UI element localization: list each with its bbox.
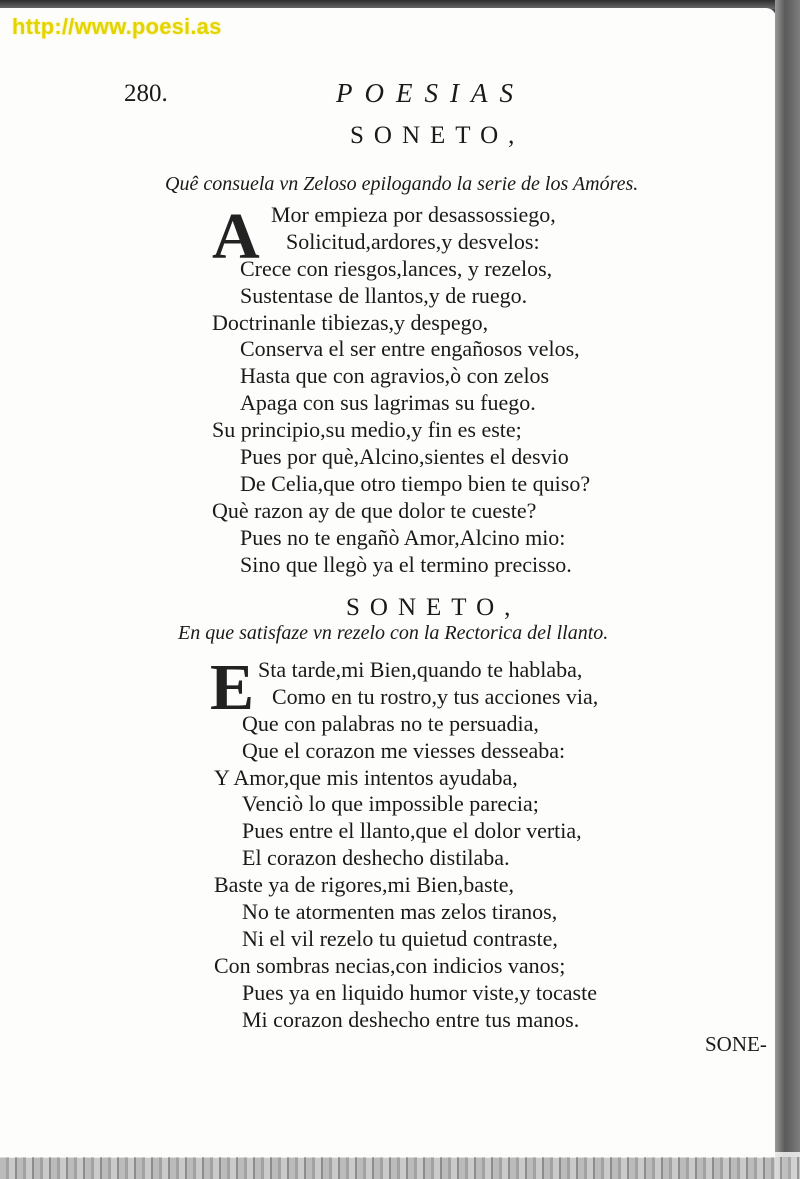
verse-line: Hasta que con agravios,ò con zelos xyxy=(240,363,550,389)
page-number: 280. xyxy=(124,80,168,107)
verse-line: Mi corazon deshecho entre tus manos. xyxy=(242,1006,580,1032)
verse-line: El corazon deshecho distilaba. xyxy=(242,845,510,871)
verse-line: Su principio,su medio,y fin es este; xyxy=(212,417,522,443)
sonnet-2-subtitle: En que satisfaze vn rezelo con la Rectorica del llanto. xyxy=(178,622,609,644)
verse-line: Conserva el ser entre engañosos velos, xyxy=(240,336,580,362)
verse-line: Venciò lo que impossible parecia; xyxy=(242,791,539,817)
sonnet-1-dropcap: A xyxy=(212,200,260,273)
verse-line: Y Amor,que mis intentos ayudaba, xyxy=(214,764,518,790)
verse-line: Sustentase de llantos,y de ruego. xyxy=(240,282,528,308)
sonnet-1-title: SONETO, xyxy=(350,122,525,149)
catchword: SONE- xyxy=(705,1032,767,1056)
verse-line: Sino que llegò ya el termino precisso. xyxy=(240,551,572,577)
verse-line: Pues no te engañò Amor,Alcino mio: xyxy=(240,524,566,550)
scan-right-border xyxy=(775,0,800,1179)
verse-line: De Celia,que otro tiempo bien te quiso? xyxy=(240,470,591,496)
sonnet-1-verse xyxy=(212,202,590,578)
sonnet-2-title: SONETO, xyxy=(346,594,521,621)
sonnet-2-verse xyxy=(214,657,598,1033)
running-head: POESIAS xyxy=(336,78,525,108)
verse-line: Con sombras necias,con indicios vanos; xyxy=(214,952,566,978)
sonnet-1-subtitle: Quê consuela vn Zeloso epilogando la serie de los Amóres. xyxy=(165,173,639,195)
verse-line: Pues por què,Alcino,sientes el desvio xyxy=(240,444,569,470)
verse-line: Baste ya de rigores,mi Bien,baste, xyxy=(214,872,514,898)
verse-line: Que con palabras no te persuadia, xyxy=(242,710,539,736)
verse-line: Doctrinanle tibiezas,y despego, xyxy=(212,309,489,335)
verse-line: Pues entre el llanto,que el dolor vertia, xyxy=(242,818,582,844)
verse-line: Solicitud,ardores,y desvelos: xyxy=(286,228,540,254)
verse-line: Crece con riesgos,lances, y rezelos, xyxy=(240,255,553,281)
scan-bottom-edge xyxy=(0,1152,800,1179)
verse-line: No te atormenten mas zelos tiranos, xyxy=(242,899,558,925)
verse-line: Mor empieza por desassossiego, xyxy=(271,202,556,227)
verse-line: Ni el vil rezelo tu quietud contraste, xyxy=(242,925,558,951)
verse-line: Que el corazon me viesses desseaba: xyxy=(242,737,566,763)
verse-line: Sta tarde,mi Bien,quando te hablaba, xyxy=(258,657,583,682)
verse-line: Pues ya en liquido humor viste,y tocaste xyxy=(242,979,597,1005)
watermark-link[interactable]: http://www.poesi.as xyxy=(12,14,222,39)
verse-line: Como en tu rostro,y tus acciones via, xyxy=(272,683,599,709)
sonnet-2-dropcap: E xyxy=(210,651,255,724)
verse-line: Apaga con sus lagrimas su fuego. xyxy=(240,390,536,416)
verse-line: Què razon ay de que dolor te cueste? xyxy=(212,497,537,523)
